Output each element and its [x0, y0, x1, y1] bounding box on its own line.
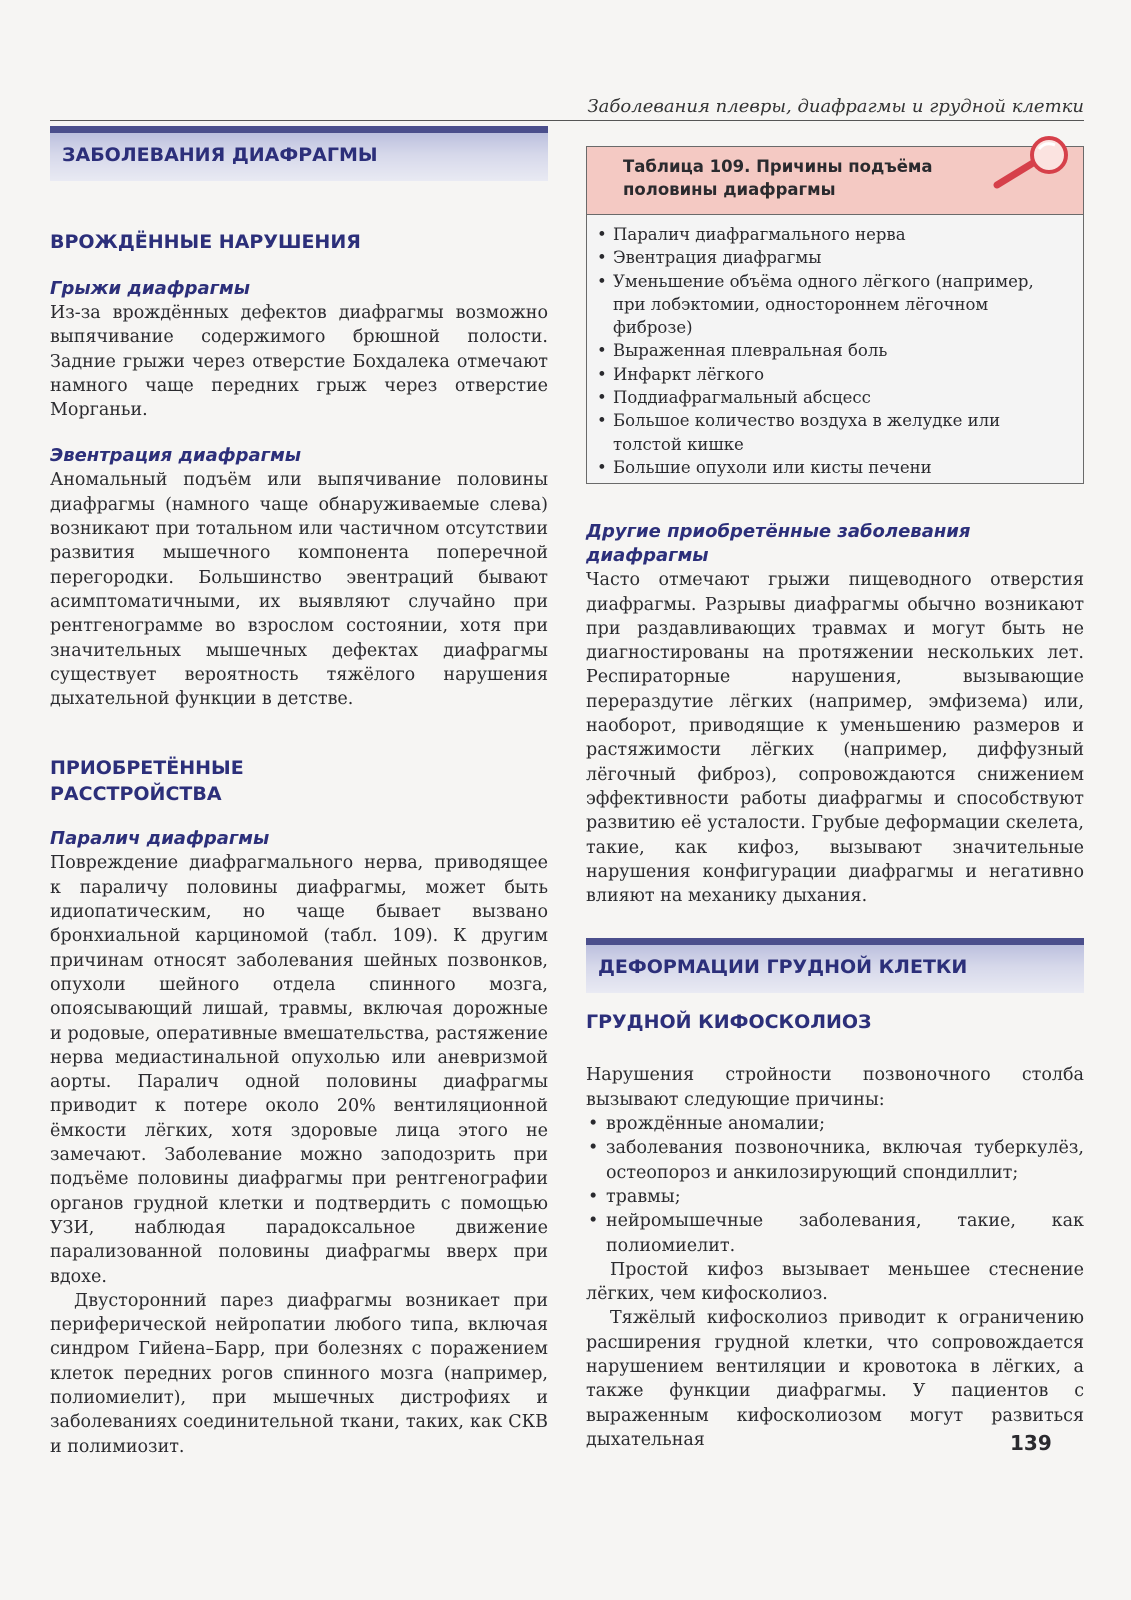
table-item: • Поддиафрагмальный абсцесс [595, 386, 1067, 409]
simple-kyphosis-text: Простой кифоз вызывает меньшее стеснение лёгких, чем кифосколиоз. [586, 1259, 1084, 1305]
table-items [587, 215, 1083, 483]
running-head: Заболевания плевры, диафрагмы и грудной клетки [50, 96, 1084, 121]
page-number: 139 [1010, 1431, 1052, 1455]
table-item: • Инфаркт лёгкого [595, 363, 1067, 386]
eventration-text: Аномальный подъём или выпячивание половины диафрагмы (намного чаще обнаруживаемые слева) возникают при тотальном или частичном отсутствии развития мышечного компонента поперечной перегородки. Большинство эвентраций бывают асимптоматичными, их выявляют случайно при рентгенограмме во взрослом состоянии, хотя при значительных мышечных дефектах диафрагмы существует вероятность тяжёлого нарушения дыхательной функции в детстве. [50, 470, 548, 710]
right-column [586, 146, 1084, 1452]
bilateral-paresis-text: Двусторонний парез диафрагмы возникает при периферической нейропатии любого типа, включая синдром Гийена–Барр, при болезнях с поражением клеток передних рогов спинного мозга (например, полиомиелит), при мышечных дистрофиях и заболеваниях соединительной ткани, таких, как СКВ и полимиозит. [50, 1290, 548, 1457]
left-column [50, 126, 548, 1459]
table-109 [586, 146, 1084, 484]
cause-item: • заболевания позвоночника, включая туберкулёз, остеопороз и анкилозирующий спондиллит; [586, 1136, 1084, 1185]
table-item: • Большие опухоли или кисты печени [595, 456, 1067, 479]
other-acquired-heading: Другие приобретённые заболевания диафрагмы [586, 521, 971, 567]
chest-section-title: ДЕФОРМАЦИИ ГРУДНОЙ КЛЕТКИ [598, 956, 968, 979]
cause-item: • врождённые аномалии; [586, 1112, 1084, 1136]
table-title: Таблица 109. Причины подъёма половины диафрагмы [587, 147, 1083, 215]
hernia-heading: Грыжи диафрагмы [50, 278, 251, 299]
section-bar-diaphragm [50, 126, 548, 181]
other-acquired-text: Часто отмечают грыжи пищеводного отверстия диафрагмы. Разрывы диафрагмы обычно возникают при раздавливающих травмах и могут быть не диагностированы на протяжении нескольких лет. Респираторные нарушения, вызывающие перераздутие лёгких (например, эмфизема) или, наоборот, приводящие к уменьшению размеров и растяжимости лёгких (например, диффузный лёгочный фиброз), сопровождаются снижением эффективности работы диафрагмы и способствуют развитию её усталости. Грубые деформации скелета, такие, как кифоз, вызывают значительные нарушения конфигурации диафрагмы и негативно влияют на механику дыхания. [586, 570, 1084, 907]
section-bar-chest [586, 938, 1084, 993]
cause-item: • нейромышечные заболевания, такие, как полиомиелит. [586, 1209, 1084, 1258]
table-item: • Выраженная плевральная боль [595, 339, 1067, 362]
paralysis-heading: Паралич диафрагмы [50, 828, 270, 850]
table-item: • Большое количество воздуха в желудке или толстой кишке [595, 409, 1067, 456]
kyphoscoliosis-heading: ГРУДНОЙ КИФОСКОЛИОЗ [586, 1011, 872, 1034]
table-item: • Уменьшение объёма одного лёгкого (например, при лобэктомии, одностороннем лёгочном фиброзе) [595, 270, 1067, 340]
cause-item: • травмы; [586, 1185, 1084, 1209]
table-item: • Паралич диафрагмального нерва [595, 223, 1067, 246]
magnifier-icon [989, 135, 1075, 195]
eventration-heading: Эвентрация диафрагмы [50, 445, 302, 467]
acquired-heading: ПРИОБРЕТЁННЫЕ РАССТРОЙСТВА [50, 757, 244, 806]
paralysis-text: Повреждение диафрагмального нерва, приводящее к параличу половины диафрагмы, может быть идиопатическим, но чаще бывает вызвано бронхиальной карциномой (табл. 109). К другим причинам относят заболевания шейных позвонков, опухоли шейного отдела спинного мозга, опоясывающий лишай, травмы, включая дорожные и родовые, оперативные вмешательства, растяжение нерва медиастинальной опухолью или аневризмой аорты. Паралич одной половины диафрагмы приводит к потере около 20% вентиляционной ёмкости лёгких, хотя здоровые лица этого не замечают. Заболевание можно заподозрить при подъёме половины диафрагмы при рентгенографии органов грудной клетки и подтвердить с помощью УЗИ, наблюдая парадоксальное движение парализованной половины диафрагмы вверх при вдохе. [50, 853, 548, 1287]
congenital-heading: ВРОЖДЁННЫЕ НАРУШЕНИЯ [50, 231, 361, 253]
section-title: ЗАБОЛЕВАНИЯ ДИАФРАГМЫ [62, 144, 378, 166]
table-item: • Эвентрация диафрагмы [595, 246, 1067, 269]
kyphoscoliosis-causes [586, 1112, 1084, 1258]
severe-kyphoscoliosis-text: Тяжёлый кифосколиоз приводит к ограничению расширения грудной клетки, что сопровождается нарушением вентиляции и кровотока в лёгких, а также функции диафрагмы. У пациентов с выраженным кифосколиозом могут развиться дыхательная [586, 1308, 1084, 1450]
hernia-text: Из-за врождённых дефектов диафрагмы возможно выпячивание содержимого брюшной полости. Задние грыжи через отверстие Бохдалека отмечают намного чаще передних грыж через отверстие Морганьи. [50, 303, 548, 421]
kyphoscoliosis-intro: Нарушения стройности позвоночного столба вызывают следующие причины: [586, 1065, 1084, 1110]
